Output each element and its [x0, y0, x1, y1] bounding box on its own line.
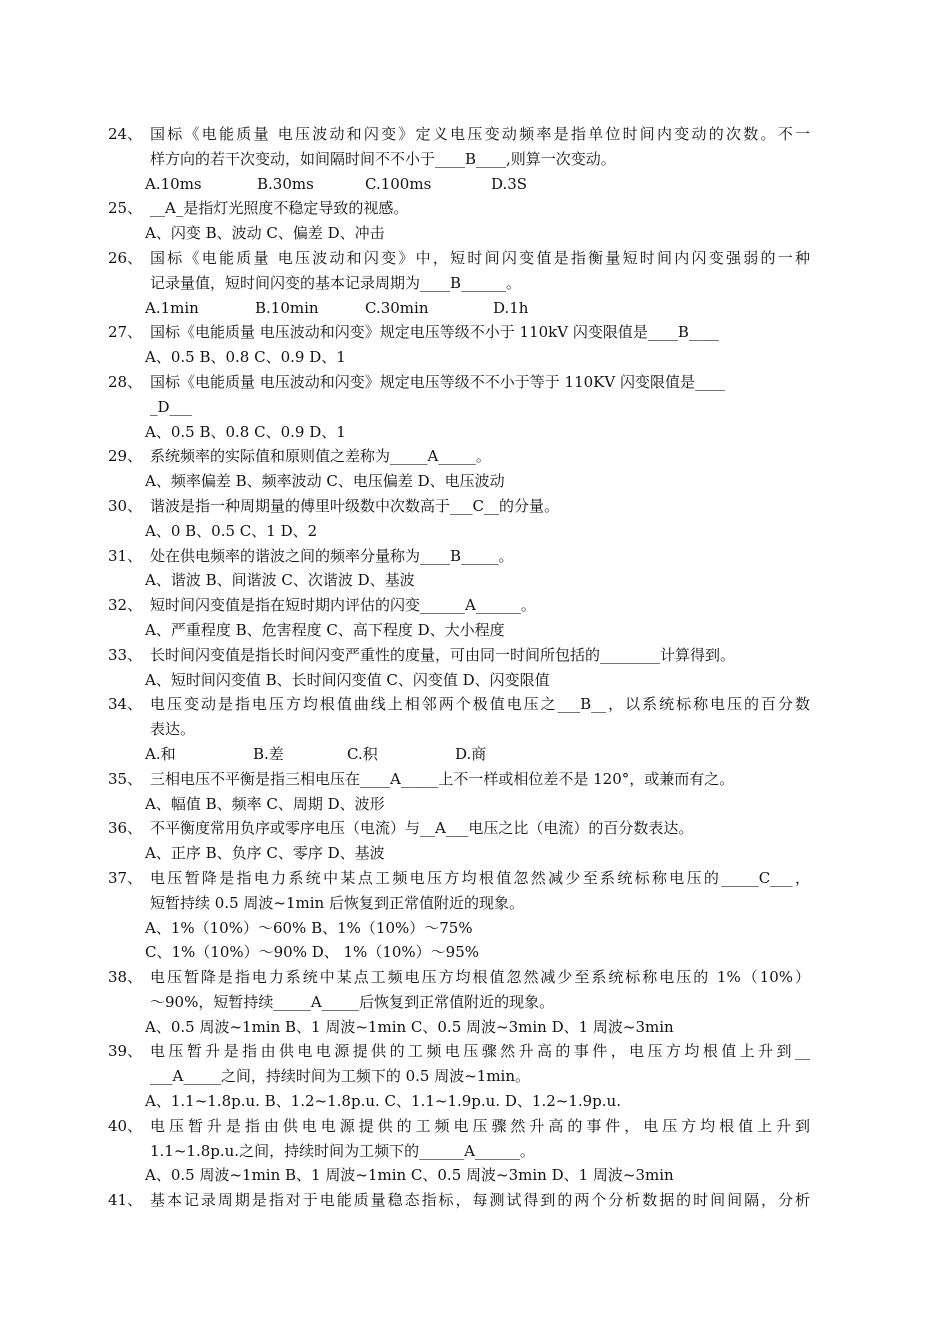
- options-row: C、1%（10%）～90% D、 1%（10%）～95%: [145, 943, 479, 962]
- option: A.和: [145, 744, 176, 763]
- option: C.100ms: [365, 174, 432, 193]
- option: D.3S: [491, 174, 528, 193]
- question-line: 记录量值，短时间闪变的基本记录周期为____B______。: [150, 273, 522, 292]
- options-row: A、正序 B、负序 C、零序 D、基波: [145, 844, 385, 863]
- question-number: 24、: [108, 125, 143, 143]
- question-line: _D___: [150, 397, 193, 416]
- question-line: 28、 国标《电能质量 电压波动和闪变》规定电压等级不不小于等于 110KV 闪变限值是____: [108, 370, 812, 395]
- question-line: ___A_____之间，持续时间为工频下的 0.5 周波~1min。: [150, 1067, 531, 1086]
- question-line: ～90%，短暂持续_____A_____后恢复到正常值附近的现象。: [150, 992, 555, 1011]
- question-line: 29、 系统频率的实际值和原则值之差称为_____A_____。: [108, 444, 812, 469]
- option: D.商: [455, 744, 487, 763]
- question-number: 41、: [108, 1191, 143, 1210]
- options-row: A、0 B、0.5 C、1 D、2: [145, 521, 318, 540]
- question-line: 40、 电压暂升是指由供电电源提供的工频电压骤然升高的事件，电压方均根值上升到: [108, 1114, 812, 1139]
- question-number: 35、: [108, 769, 143, 788]
- question-number: 28、: [108, 372, 143, 391]
- question-line: 短暂持续 0.5 周波~1min 后恢复到正常值附近的现象。: [150, 893, 524, 912]
- question-line: 39、 电压暂升是指由供电电源提供的工频电压骤然升高的事件，电压方均根值上升到__: [108, 1039, 812, 1064]
- question-line: 样方向的若干次变动，如间隔时间不不小于____B____,则算一次变动。: [150, 149, 616, 168]
- question-line: 31、 处在供电频率的谐波之间的频率分量称为____B_____。: [108, 544, 812, 569]
- option: B.10min: [255, 298, 319, 317]
- question-line: 34、 电压变动是指电压方均根值曲线上相邻两个极值电压之___B__，以系统标称电压的百分数: [108, 692, 812, 717]
- option: A.10ms: [145, 174, 202, 193]
- option: B.30ms: [257, 174, 314, 193]
- question-number: 36、: [108, 819, 143, 838]
- question-line: 33、 长时间闪变值是指长时间闪变严重性的度量，可由同一时间所包括的________计算得到。: [108, 643, 812, 668]
- option: C.积: [347, 744, 378, 763]
- question-number: 38、: [108, 968, 143, 987]
- question-number: 25、: [108, 199, 143, 218]
- question-line: 26、 国标《电能质量 电压波动和闪变》中，短时间闪变值是指衡量短时间内闪变强弱的一种: [108, 246, 812, 271]
- question-number: 26、: [108, 248, 143, 267]
- question-line: 32、 短时间闪变值是指在短时期内评估的闪变______A______。: [108, 593, 812, 618]
- options-row: A、0.5 周波~1min B、1 周波~1min C、0.5 周波~3min D、1 周波~3min: [145, 1166, 674, 1185]
- options-row: A、1.1~1.8p.u. B、1.2~1.8p.u. C、1.1~1.9p.u. D、1.2~1.9p.u.: [145, 1092, 621, 1111]
- option: D.1h: [493, 298, 529, 317]
- question-line: 38、 电压暂降是指电力系统中某点工频电压方均根值忽然减少至系统标称电压的 1%（10%）: [108, 965, 812, 990]
- question-line: 37、 电压暂降是指电力系统中某点工频电压方均根值忽然减少至系统标称电压的_____C___，: [108, 866, 812, 891]
- options-row: A、0.5 B、0.8 C、0.9 D、1: [145, 422, 346, 441]
- question-number: 34、: [108, 695, 143, 714]
- options-row: A、严重程度 B、危害程度 C、高下程度 D、大小程度: [145, 620, 505, 639]
- options-row: [108, 172, 812, 197]
- option: A.1min: [145, 298, 199, 317]
- question-line: 36、 不平衡度常用负序或零序电压（电流）与__A___电压之比（电流）的百分数表达。: [108, 816, 812, 841]
- question-line: 41、 基本记录周期是指对于电能质量稳态指标，每测试得到的两个分析数据的时间间隔，分析: [108, 1188, 812, 1213]
- question-line: 1.1~1.8p.u.之间，持续时间为工频下的______A______。: [150, 1141, 535, 1160]
- question-line: 27、 国标《电能质量 电压波动和闪变》规定电压等级不小于 110kV 闪变限值是____B____: [108, 320, 812, 345]
- question-number: 31、: [108, 546, 143, 565]
- question-line: 25、 __A_是指灯光照度不稳定导致的视感。: [108, 196, 812, 221]
- question-number: 32、: [108, 596, 143, 615]
- option: C.30min: [365, 298, 429, 317]
- options-row: [108, 296, 812, 321]
- option: B.差: [253, 744, 284, 763]
- question-line: 表达。: [150, 720, 196, 739]
- question-line: 24、 国标《电能质量 电压波动和闪变》定义电压变动频率是指单位时间内变动的次数。不一: [108, 122, 812, 147]
- question-number: 37、: [108, 868, 143, 887]
- options-row: A、1%（10%）～60% B、1%（10%）～75%: [145, 918, 473, 937]
- question-number: 29、: [108, 447, 143, 466]
- question-line: 35、 三相电压不平衡是指三相电压在____A_____上不一样或相位差不是 120°，或兼而有之。: [108, 767, 812, 792]
- question-line: 30、 谐波是指一种周期量的傅里叶级数中次数高于___C__的分量。: [108, 494, 812, 519]
- options-row: [108, 742, 812, 767]
- question-list: [108, 122, 812, 1213]
- options-row: A、谐波 B、间谐波 C、次谐波 D、基波: [145, 571, 415, 590]
- options-row: A、0.5 周波~1min B、1 周波~1min C、0.5 周波~3min D、1 周波~3min: [145, 1017, 674, 1036]
- question-number: 39、: [108, 1042, 143, 1061]
- options-row: A、幅值 B、频率 C、周期 D、波形: [145, 794, 385, 813]
- question-number: 40、: [108, 1116, 143, 1135]
- question-number: 27、: [108, 323, 143, 342]
- question-number: 30、: [108, 496, 143, 515]
- question-number: 33、: [108, 645, 143, 664]
- options-row: A、短时间闪变值 B、长时间闪变值 C、闪变值 D、闪变限值: [145, 670, 550, 689]
- options-row: A、0.5 B、0.8 C、0.9 D、1: [145, 348, 346, 367]
- options-row: A、频率偏差 B、频率波动 C、电压偏差 D、电压波动: [145, 472, 505, 491]
- options-row: A、闪变 B、波动 C、偏差 D、冲击: [145, 224, 385, 243]
